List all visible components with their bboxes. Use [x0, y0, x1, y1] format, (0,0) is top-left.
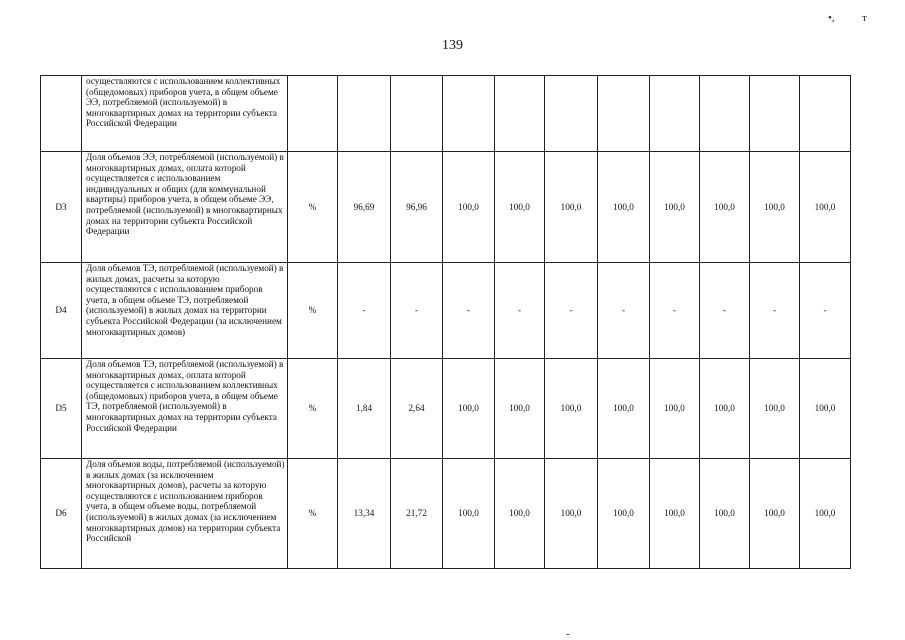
value-cell [750, 76, 800, 152]
value-cell [700, 76, 750, 152]
row-description: Доля объемов ТЭ, потребляемой (используемой) в многоквартирных домах, оплата которой осуществляется с использованием коллективных (общедомовых) приборов учета, в общем объеме ТЭ, потребляемой (используемой) в многоквартирных домах на территории субъекта Российской Федерации [82, 359, 288, 459]
value-cell: 100,0 [750, 359, 800, 459]
value-cell: 100,0 [800, 152, 851, 263]
row-unit: % [288, 263, 338, 359]
value-cell: 100,0 [598, 459, 650, 569]
value-cell: 100,0 [443, 359, 495, 459]
value-cell: - [443, 263, 495, 359]
row-code: D4 [41, 263, 82, 359]
value-cell: - [495, 263, 545, 359]
value-cell: 100,0 [598, 359, 650, 459]
row-code: D5 [41, 359, 82, 459]
page-number: 139 [442, 38, 463, 53]
value-cell: - [545, 263, 598, 359]
table-row [41, 152, 851, 263]
row-code: D6 [41, 459, 82, 569]
value-cell [443, 76, 495, 152]
value-cell: 96,69 [338, 152, 391, 263]
value-cell: 100,0 [700, 459, 750, 569]
scan-mark: т [862, 12, 867, 24]
row-description: осуществляются с использованием коллективных (общедомовых) приборов учета, в общем объеме ЭЭ, потребляемой (используемой) в многоквартирных домах на территории субъекта Российской Федерации [82, 76, 288, 152]
value-cell: 1,84 [338, 359, 391, 459]
table-row [41, 76, 851, 152]
value-cell: 13,34 [338, 459, 391, 569]
row-code: D3 [41, 152, 82, 263]
value-cell: 100,0 [495, 459, 545, 569]
value-cell: 100,0 [700, 152, 750, 263]
value-cell: - [338, 263, 391, 359]
value-cell: 100,0 [598, 152, 650, 263]
row-code [41, 76, 82, 152]
value-cell: 100,0 [800, 359, 851, 459]
value-cell: 100,0 [750, 459, 800, 569]
value-cell [650, 76, 700, 152]
row-unit: % [288, 152, 338, 263]
indicators-table [40, 75, 851, 569]
value-cell: 100,0 [650, 359, 700, 459]
value-cell: 96,96 [391, 152, 443, 263]
table-row [41, 459, 851, 569]
value-cell [800, 76, 851, 152]
value-cell [545, 76, 598, 152]
value-cell: - [700, 263, 750, 359]
scan-mark: •, [828, 12, 835, 24]
row-description: Доля объемов ЭЭ, потребляемой (используемой) в многоквартирных домах, оплата которой осуществляется с использованием индивидуальных и общих (для коммунальной квартиры) приборов учета, в общем объеме ЭЭ, потребляемой (используемой) в многоквартирных домах на территории субъекта Российской Федерации [82, 152, 288, 263]
value-cell: 100,0 [750, 152, 800, 263]
value-cell [338, 76, 391, 152]
value-cell [598, 76, 650, 152]
table-row [41, 263, 851, 359]
value-cell: 100,0 [700, 359, 750, 459]
value-cell: 21,72 [391, 459, 443, 569]
row-unit [288, 76, 338, 152]
value-cell: 100,0 [443, 459, 495, 569]
value-cell: 100,0 [495, 152, 545, 263]
value-cell: 100,0 [545, 359, 598, 459]
value-cell: 100,0 [650, 459, 700, 569]
value-cell [495, 76, 545, 152]
row-description: Доля объемов воды, потребляемой (используемой) в жилых домах (за исключением многоквартирных домов), расчеты за которую осуществляются с использованием приборов учета, в общем объеме воды, потребляемой (используемой) в жилых домах (за исключением многоквартирных домов) на территории субъекта Российской [82, 459, 288, 569]
value-cell: - [750, 263, 800, 359]
value-cell: 2,64 [391, 359, 443, 459]
value-cell: 100,0 [545, 152, 598, 263]
value-cell: 100,0 [545, 459, 598, 569]
value-cell: - [598, 263, 650, 359]
value-cell: - [391, 263, 443, 359]
value-cell: 100,0 [800, 459, 851, 569]
row-unit: % [288, 359, 338, 459]
table-row [41, 359, 851, 459]
row-unit: % [288, 459, 338, 569]
value-cell: - [800, 263, 851, 359]
value-cell [391, 76, 443, 152]
row-description: Доля объемов ТЭ, потребляемой (используемой) в жилых домах, расчеты за которую осуществляются с использованием приборов учета, в общем объеме ТЭ, потребляемой (используемой) в жилых домах на территории субъекта Российской Федерации (за исключением многоквартирных домов) [82, 263, 288, 359]
value-cell: 100,0 [495, 359, 545, 459]
scan-mark: - [566, 628, 570, 640]
value-cell: - [650, 263, 700, 359]
value-cell: 100,0 [650, 152, 700, 263]
value-cell: 100,0 [443, 152, 495, 263]
